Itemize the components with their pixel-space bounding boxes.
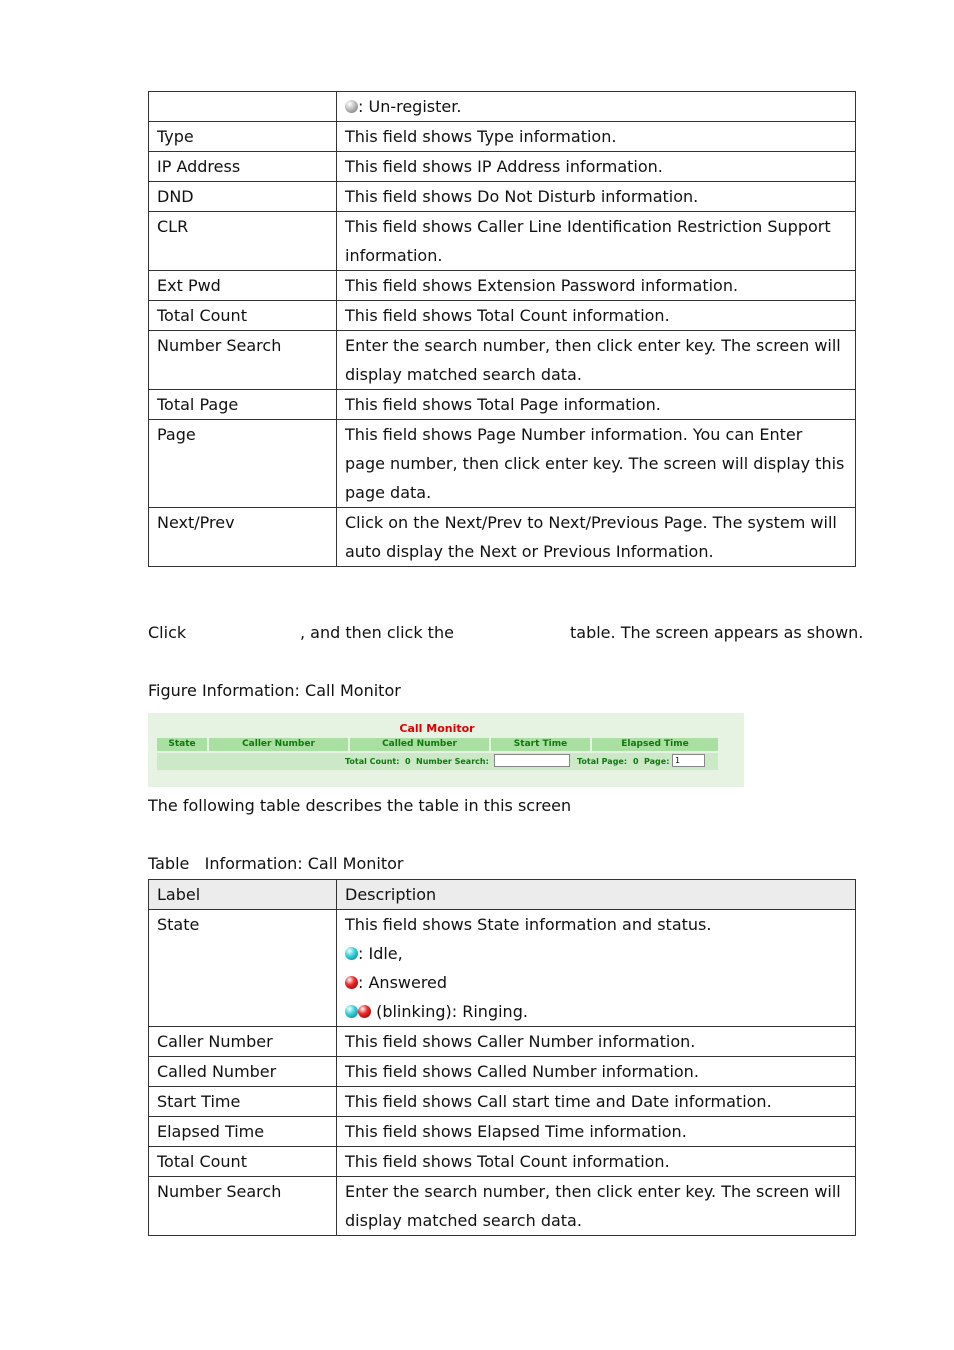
number-search-label: Number Search: [416, 757, 489, 766]
table-row [149, 271, 856, 301]
table-row [149, 331, 856, 390]
table-row [149, 1087, 856, 1117]
table-body [149, 880, 856, 1236]
table-row [149, 1117, 856, 1147]
instruction-screen-appears: table. The screen appears as shown. [570, 623, 864, 642]
table-row [149, 182, 856, 212]
state-line-text: : Idle, [358, 944, 403, 963]
call-monitor-status-bar [157, 753, 718, 770]
table-row [149, 420, 856, 508]
row-description: This field shows Type information. [337, 122, 856, 152]
cyan-led-icon [345, 1005, 358, 1018]
state-line [345, 997, 847, 1026]
table-row [149, 1147, 856, 1177]
row-label: Ext Pwd [149, 271, 337, 301]
cyan-led-icon [345, 947, 358, 960]
table-row [149, 92, 856, 122]
column-header-called-number: Called Number [350, 738, 491, 751]
call-monitor-description-table [148, 879, 856, 1236]
state-line-text: (blinking): Ringing. [371, 1002, 528, 1021]
row-description: This field shows Do Not Disturb information. [337, 182, 856, 212]
call-monitor-figure [148, 713, 744, 787]
instruction-then-click: , and then click the [300, 623, 454, 642]
figure-caption: Figure Information: Call Monitor [148, 681, 401, 700]
table-row [149, 390, 856, 420]
state-line-text: This field shows State information and status. [345, 915, 712, 934]
row-description: This field shows Call start time and Date information. [337, 1087, 856, 1117]
row-description: This field shows Page Number information. You can Enter page number, then click enter key. The screen will display this page data. [337, 420, 856, 508]
state-line [345, 939, 847, 968]
red-led-icon [358, 1005, 371, 1018]
row-label: Page [149, 420, 337, 508]
row-description: Enter the search number, then click enter key. The screen will display matched search data. [337, 331, 856, 390]
row-label: Elapsed Time [149, 1117, 337, 1147]
table-row [149, 152, 856, 182]
call-monitor-header-row [157, 738, 718, 751]
total-count-label: Total Count: [345, 757, 400, 766]
instruction-click: Click [148, 623, 187, 642]
table-row [149, 212, 856, 271]
column-header-state: State [157, 738, 209, 751]
row-description: Click on the Next/Prev to Next/Previous Page. The system will auto display the Next or Previous Information. [337, 508, 856, 567]
row-label: Number Search [149, 331, 337, 390]
table-header-row [149, 880, 856, 910]
total-page-label: Total Page: [577, 757, 628, 766]
table-body [149, 92, 856, 567]
page-input[interactable]: 1 [672, 754, 705, 767]
row-label: CLR [149, 212, 337, 271]
table-caption: Table Information: Call Monitor [148, 854, 404, 873]
grey-led-icon [345, 100, 358, 113]
row-description: This field shows Total Page information. [337, 390, 856, 420]
row-description: This field shows IP Address information. [337, 152, 856, 182]
column-header-elapsed-time: Elapsed Time [592, 738, 718, 751]
row-label: DND [149, 182, 337, 212]
row-label: State [149, 910, 337, 1027]
row-description: This field shows Elapsed Time information. [337, 1117, 856, 1147]
table-row [149, 301, 856, 331]
table-row [149, 1057, 856, 1087]
row-label: Total Page [149, 390, 337, 420]
column-header-caller-number: Caller Number [209, 738, 350, 751]
row-description: This field shows Caller Number information. [337, 1027, 856, 1057]
number-search-input[interactable] [494, 754, 570, 767]
row-label: Caller Number [149, 1027, 337, 1057]
table-row [149, 508, 856, 567]
row-description [337, 92, 856, 122]
row-label: Start Time [149, 1087, 337, 1117]
field-description-table-1 [148, 91, 856, 567]
row-description: This field shows Caller Line Identification Restriction Support information. [337, 212, 856, 271]
red-led-icon [345, 976, 358, 989]
table-row-state [149, 910, 856, 1027]
state-line [345, 910, 847, 939]
row-label: Total Count [149, 1147, 337, 1177]
header-label: Label [149, 880, 337, 910]
call-monitor-title: Call Monitor [399, 722, 475, 735]
table-intro-text: The following table describes the table in this screen [148, 796, 572, 815]
row-description: This field shows Total Count information. [337, 301, 856, 331]
table-row [149, 122, 856, 152]
row-label: Type [149, 122, 337, 152]
state-line-text: : Answered [358, 973, 448, 992]
row-label: Number Search [149, 1177, 337, 1236]
row-description: This field shows Called Number information. [337, 1057, 856, 1087]
row-label: Called Number [149, 1057, 337, 1087]
page-label: Page: [644, 757, 670, 766]
column-header-start-time: Start Time [491, 738, 592, 751]
state-line [345, 968, 847, 997]
row-description: This field shows Total Count information. [337, 1147, 856, 1177]
header-description: Description [337, 880, 856, 910]
table-row [149, 1177, 856, 1236]
row-label: Total Count [149, 301, 337, 331]
row-description: This field shows Extension Password information. [337, 271, 856, 301]
total-count-value: 0 [405, 757, 411, 766]
table-row [149, 1027, 856, 1057]
row-description [337, 910, 856, 1027]
row-label: IP Address [149, 152, 337, 182]
row-label: Next/Prev [149, 508, 337, 567]
row-label [149, 92, 337, 122]
description-text: : Un-register. [358, 97, 462, 116]
row-description: Enter the search number, then click enter key. The screen will display matched search data. [337, 1177, 856, 1236]
total-page-value: 0 [633, 757, 639, 766]
